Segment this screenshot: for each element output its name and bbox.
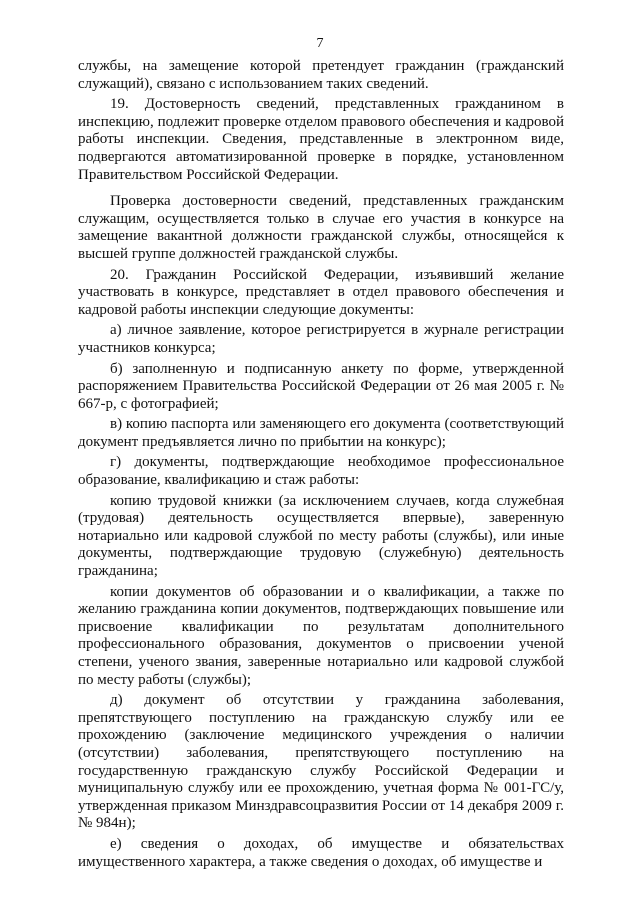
list-item-g: г) документы, подтверждающие необходимое профессиональное образование, квалификацию и стаж работы: bbox=[78, 454, 564, 489]
paragraph-continuation: службы, на замещение которой претендует гражданин (гражданский служащий), связано с использованием таких сведений. bbox=[78, 58, 564, 92]
paragraph-item-20: 20. Гражданин Российской Федерации, изъявивший желание участвовать в конкурсе, представляет в отдел правового обеспечения и кадровой работы инспекции следующие документы: bbox=[78, 266, 564, 318]
paragraph-item-19: 19. Достоверность сведений, представленных гражданином в инспекцию, подлежит проверке отделом правового обеспечения и кадровой работы инспекции. Сведения, представленные в электронном виде, подвергаются автоматизированной проверке в порядке, установленном Правительством Российской Федерации. bbox=[78, 96, 564, 183]
list-item-e: е) сведения о доходах, об имуществе и обязательствах имущественного характера, а также сведения о доходах, об имуществе и bbox=[78, 835, 564, 870]
list-subitem-education: копии документов об образовании и о квалификации, а также по желанию гражданина копии документов, подтверждающих повышение или присвоение квалификации по результатам дополнительного профессионального образования, документов о присвоении ученой степени, ученого звания, заверенные нотариально или кадровой службой по месту работы (службы); bbox=[78, 583, 564, 688]
list-subitem-work-book: копию трудовой книжки (за исключением случаев, когда служебная (трудовая) деятельность осуществляется впервые), заверенную нотариально или кадровой службой по месту работы (службы), или иные документы, подтверждающие трудовую (служебную) деятельность гражданина; bbox=[78, 492, 564, 580]
page-number: 7 bbox=[316, 36, 324, 51]
list-item-d: д) документ об отсутствии у гражданина заболевания, препятствующего поступлению на гражданскую службу или ее прохождению (заключение медицинского учреждения о наличии (отсутствии) заболевания, препятствующего поступлению на государственную гражданскую службу Российской Федерации и муниципальную службу или ее прохождению, учетная форма № 001-ГС/у, утвержденная приказом Минздравсоцразвития России от 14 декабря 2009 г. № 984н); bbox=[78, 692, 564, 832]
document-body bbox=[78, 58, 564, 874]
list-item-b: б) заполненную и подписанную анкету по форме, утвержденной распоряжением Правительства Российской Федерации от 26 мая 2005 г. № 667-р, с фотографией; bbox=[78, 360, 564, 412]
list-item-v: в) копию паспорта или заменяющего его документа (соответствующий документ предъявляется лично по прибытии на конкурс); bbox=[78, 416, 564, 450]
paragraph-verification: Проверка достоверности сведений, представленных гражданским служащим, осуществляется только в случае его участия в конкурсе на замещение вакантной должности гражданской службы, относящейся к высшей группе должностей гражданской службы. bbox=[78, 193, 564, 262]
list-item-a: а) личное заявление, которое регистрируется в журнале регистрации участников конкурса; bbox=[78, 322, 564, 356]
